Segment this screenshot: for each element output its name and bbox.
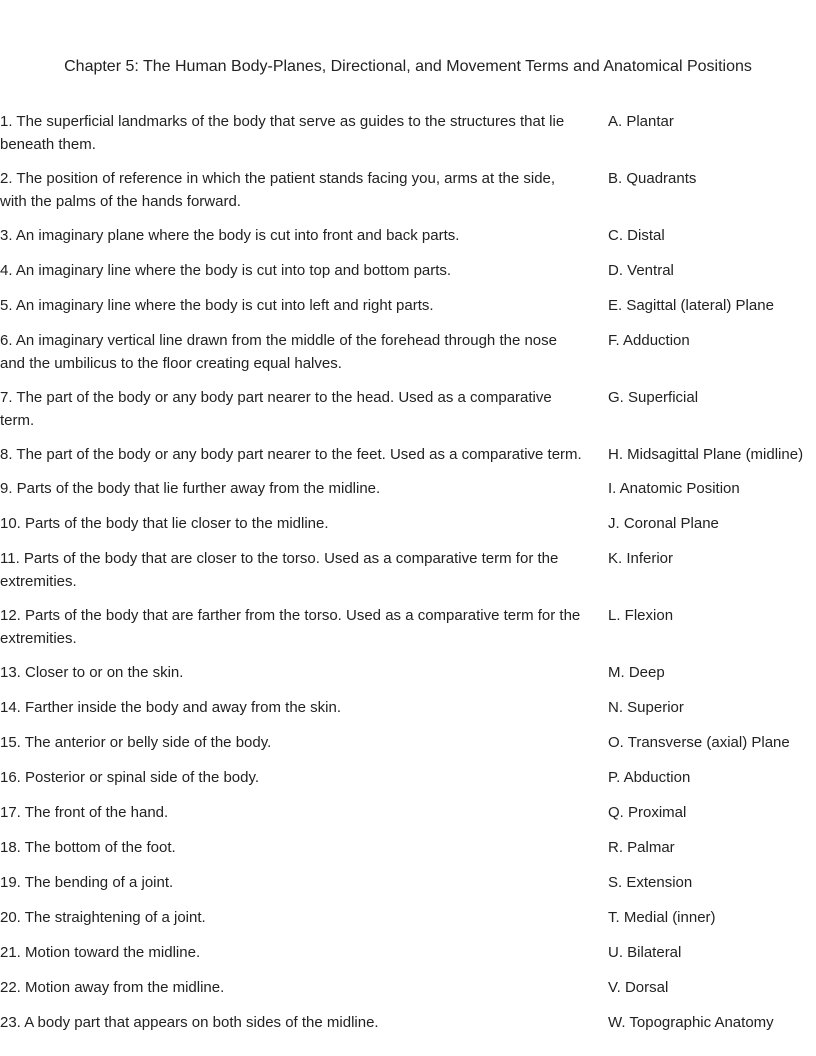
list-row <box>0 696 816 719</box>
definition-text: 12. Parts of the body that are farther from the torso. Used as a comparative term for the extremities. <box>0 607 581 647</box>
term-text: L. Flexion <box>608 607 674 624</box>
definition-text: 21. Motion toward the midline. <box>0 944 201 961</box>
term-text: R. Palmar <box>608 839 675 856</box>
term-text: U. Bilateral <box>608 944 682 961</box>
term-text: T. Medial (inner) <box>608 909 716 926</box>
list-row <box>0 906 816 929</box>
definition-text: 13. Closer to or on the skin. <box>0 664 184 681</box>
matching-list <box>0 110 816 1046</box>
list-row <box>0 766 816 789</box>
list-row <box>0 110 816 156</box>
list-row <box>0 1011 816 1034</box>
list-row <box>0 386 816 432</box>
term-text: D. Ventral <box>608 262 674 279</box>
definition-text: 4. An imaginary line where the body is cut into top and bottom parts. <box>0 262 452 279</box>
term-text: F. Adduction <box>608 332 690 349</box>
term-text: W. Topographic Anatomy <box>608 1014 774 1031</box>
list-row <box>0 294 816 317</box>
definition-text: 9. Parts of the body that lie further away from the midline. <box>0 480 381 497</box>
definition-text: 2. The position of reference in which the patient stands facing you, arms at the side, with the palms of the hands forward. <box>0 170 556 210</box>
list-row <box>0 731 816 754</box>
term-text: E. Sagittal (lateral) Plane <box>608 297 774 314</box>
definition-text: 20. The straightening of a joint. <box>0 909 206 926</box>
list-row <box>0 801 816 824</box>
list-row <box>0 167 816 213</box>
term-text: P. Abduction <box>608 769 691 786</box>
term-text: Q. Proximal <box>608 804 687 821</box>
list-row <box>0 941 816 964</box>
term-text: J. Coronal Plane <box>608 515 719 532</box>
term-text: G. Superficial <box>608 389 699 406</box>
definition-text: 11. Parts of the body that are closer to the torso. Used as a comparative term for the extremities. <box>0 550 559 590</box>
list-row <box>0 477 816 500</box>
list-row <box>0 329 816 375</box>
definition-text: 1. The superficial landmarks of the body that serve as guides to the structures that lie beneath them. <box>0 113 565 153</box>
term-text: I. Anatomic Position <box>608 480 740 497</box>
term-text: B. Quadrants <box>608 170 697 187</box>
term-text: O. Transverse (axial) Plane <box>608 734 790 751</box>
term-text: V. Dorsal <box>608 979 669 996</box>
term-text: H. Midsagittal Plane (midline) <box>608 446 804 463</box>
definition-text: 22. Motion away from the midline. <box>0 979 225 996</box>
definition-text: 6. An imaginary vertical line drawn from the middle of the forehead through the nose and the umbilicus to the floor creating equal halves. <box>0 332 557 372</box>
definition-text: 15. The anterior or belly side of the body. <box>0 734 272 751</box>
list-row <box>0 836 816 859</box>
definition-text: 19. The bending of a joint. <box>0 874 174 891</box>
term-text: N. Superior <box>608 699 684 716</box>
list-row <box>0 976 816 999</box>
definition-text: 18. The bottom of the foot. <box>0 839 176 856</box>
list-row <box>0 224 816 247</box>
list-row <box>0 259 816 282</box>
list-row <box>0 604 816 650</box>
list-row <box>0 661 816 684</box>
definition-text: 23. A body part that appears on both sides of the midline. <box>0 1014 379 1031</box>
page-title: Chapter 5: The Human Body-Planes, Directional, and Movement Terms and Anatomical Positions <box>64 58 752 75</box>
definition-text: 14. Farther inside the body and away from the skin. <box>0 699 342 716</box>
list-row <box>0 871 816 894</box>
term-text: M. Deep <box>608 664 665 681</box>
definition-text: 17. The front of the hand. <box>0 804 169 821</box>
term-text: C. Distal <box>608 227 665 244</box>
definition-text: 8. The part of the body or any body part nearer to the feet. Used as a comparative term. <box>0 446 582 463</box>
definition-text: 16. Posterior or spinal side of the body. <box>0 769 260 786</box>
list-row <box>0 547 816 593</box>
term-text: K. Inferior <box>608 550 674 567</box>
definition-text: 3. An imaginary plane where the body is cut into front and back parts. <box>0 227 460 244</box>
list-row <box>0 512 816 535</box>
term-text: A. Plantar <box>608 113 674 130</box>
definition-text: 10. Parts of the body that lie closer to the midline. <box>0 515 329 532</box>
list-row <box>0 443 816 466</box>
definition-text: 5. An imaginary line where the body is cut into left and right parts. <box>0 297 434 314</box>
definition-text: 7. The part of the body or any body part nearer to the head. Used as a comparative term. <box>0 389 552 429</box>
term-text: S. Extension <box>608 874 693 891</box>
